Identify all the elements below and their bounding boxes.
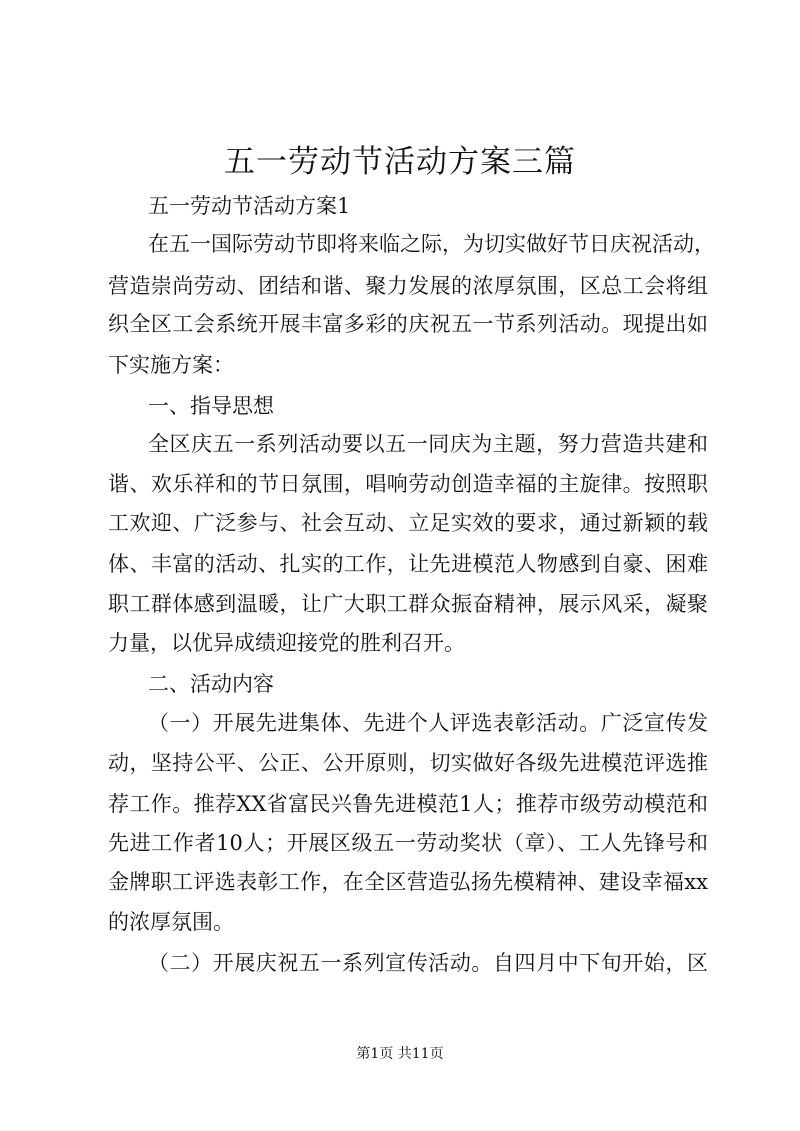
paragraph-line: 先进工作者10人；开展区级五一劳动奖状（章）、工人先锋号和 <box>108 831 708 855</box>
section-heading: 一、指导思想 <box>148 394 274 418</box>
section-heading: 二、活动内容 <box>148 672 274 696</box>
paragraph-line: 下实施方案： <box>108 353 234 377</box>
paragraph-line: 动，坚持公平、公正、公开原则，切实做好各级先进模范评选推 <box>108 751 708 775</box>
paragraph-line: 荐工作。推荐XX省富民兴鲁先进模范1人；推荐市级劳动模范和 <box>108 792 708 816</box>
paragraph-line: 的浓厚氛围。 <box>108 910 234 934</box>
paragraph-line: （一）开展先进集体、先进个人评选表彰活动。广泛宣传发 <box>148 711 708 735</box>
section-heading: 五一劳动节活动方案1 <box>148 194 351 218</box>
paragraph-line: 营造崇尚劳动、团结和谐、聚力发展的浓厚氛围，区总工会将组 <box>108 274 708 298</box>
document-title: 五一劳动节活动方案三篇 <box>224 144 576 180</box>
paragraph-line: 金牌职工评选表彰工作，在全区营造弘扬先模精神、建设幸福xx <box>108 870 708 894</box>
paragraph-line: （二）开展庆祝五一系列宣传活动。自四月中下旬开始，区 <box>148 951 708 975</box>
paragraph-line: 力量，以优异成绩迎接党的胜利召开。 <box>108 631 465 655</box>
paragraph-line: 职工群体感到温暖，让广大职工群众振奋精神，展示风采，凝聚 <box>108 592 708 616</box>
paragraph-line: 在五一国际劳动节即将来临之际，为切实做好节日庆祝活动， <box>148 232 715 256</box>
paragraph-line: 织全区工会系统开展丰富多彩的庆祝五一节系列活动。现提出如 <box>108 312 708 336</box>
paragraph-line: 全区庆五一系列活动要以五一同庆为主题，努力营造共建和 <box>148 432 708 456</box>
page-footer: 第1页 共11页 <box>356 1046 444 1062</box>
paragraph-line: 工欢迎、广泛参与、社会互动、立足实效的要求，通过新颖的载 <box>108 511 708 535</box>
paragraph-line: 体、丰富的活动、扎实的工作，让先进模范人物感到自豪、困难 <box>108 552 708 576</box>
paragraph-line: 谐、欢乐祥和的节日氛围，唱响劳动创造幸福的主旋律。按照职 <box>108 472 708 496</box>
